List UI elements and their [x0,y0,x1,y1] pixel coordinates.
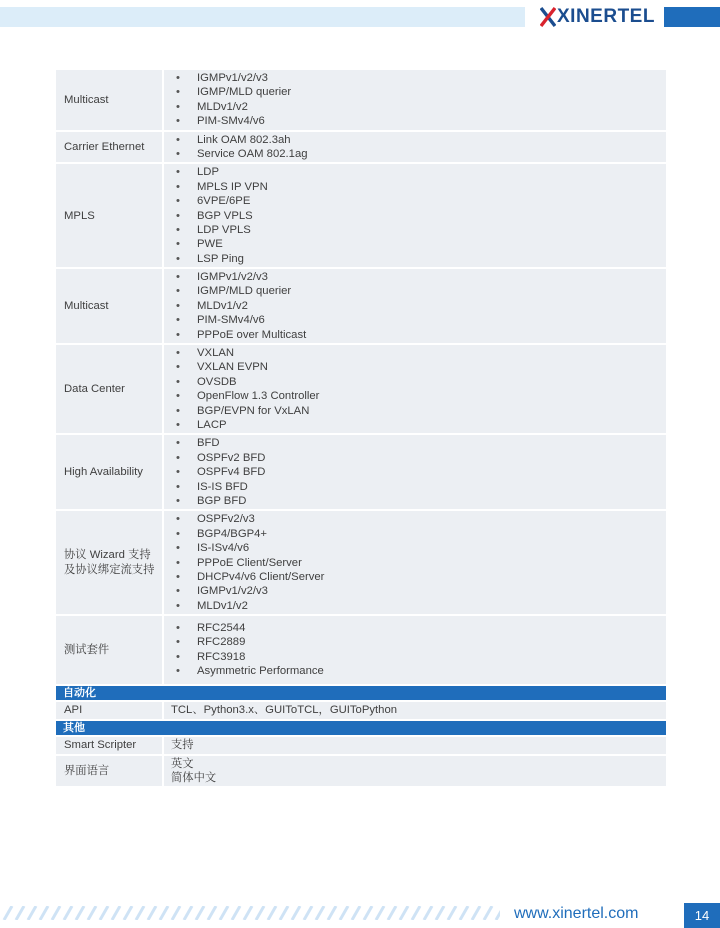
stripe-mark [244,906,252,920]
stripe-mark [100,906,108,920]
row-values [163,434,667,510]
list-item: • OVSDB [176,375,237,388]
stripe-mark [376,906,384,920]
row-label: 测试套件 [55,615,163,685]
stripe-mark [172,906,180,920]
header-band [0,7,525,27]
list-item: • IGMP/MLD querier [176,86,292,99]
table-row [55,69,667,131]
table-row [55,510,667,615]
stripe-mark [88,906,96,920]
row-label: 界面语言 [55,755,163,788]
list-item: • PIM-SMv4/v6 [176,115,265,128]
stripe-mark [52,906,60,920]
stripe-mark [400,906,408,920]
list-item: • RFC2544 [176,622,246,635]
row-values [163,131,667,164]
stripe-mark [436,906,444,920]
list-item: • OSPFv4 BFD [176,466,266,479]
list-item: • RFC3918 [176,650,246,663]
stripe-mark [496,906,500,920]
list-item: • LSP Ping [176,252,244,265]
list-item: • VXLAN [176,347,235,360]
stripe-mark [232,906,240,920]
spec-table [54,68,668,788]
stripe-mark [220,906,228,920]
stripe-mark [316,906,324,920]
row-value: 英文 简体中文 [163,755,667,788]
list-item: • DHCPv4/v6 Client/Server [176,570,325,583]
list-item: • 6VPE/6PE [176,195,251,208]
logo-x-icon [540,6,556,28]
table-row [55,701,667,720]
table-row [55,131,667,164]
table-row [55,163,667,268]
table-row [55,755,667,788]
row-label: Multicast [55,268,163,344]
list-item: • LDP [176,166,219,179]
stripe-mark [208,906,216,920]
list-item: • IGMPv1/v2/v3 [176,271,268,284]
list-item: • IS-ISv4/v6 [176,542,250,555]
stripe-mark [364,906,372,920]
list-item: • PPPoE Client/Server [176,556,302,569]
row-label: 协议 Wizard 支持 及协议绑定流支持 [55,510,163,615]
list-item: • BGP/EVPN for VxLAN [176,404,310,417]
list-item: • IGMPv1/v2/v3 [176,585,268,598]
stripe-mark [460,906,468,920]
row-values [163,268,667,344]
stripe-mark [148,906,156,920]
stripe-mark [472,906,480,920]
stripe-mark [136,906,144,920]
list-item: • LDP VPLS [176,223,251,236]
stripe-mark [304,906,312,920]
section-header-other [55,720,667,736]
list-item: • OSPFv2/v3 [176,513,255,526]
stripe-mark [388,906,396,920]
stripe-mark [76,906,84,920]
stripe-mark [340,906,348,920]
list-item: • Asymmetric Performance [176,665,324,678]
stripe-mark [448,906,456,920]
brand-name: XINERTEL [557,6,655,27]
list-item: • PPPoE over Multicast [176,328,307,341]
row-value: 支持 [163,736,667,755]
list-item: • MPLS IP VPN [176,180,268,193]
table-row [55,268,667,344]
website-link[interactable]: www.xinertel.com [514,905,639,922]
list-item: • IS-IS BFD [176,480,248,493]
row-label: Multicast [55,69,163,131]
row-values [163,69,667,131]
stripe-mark [256,906,264,920]
row-values [163,510,667,615]
stripe-mark [160,906,168,920]
section-title: 自动化 [55,685,667,701]
stripe-mark [16,906,24,920]
stripe-mark [484,906,492,920]
stripe-mark [412,906,420,920]
row-label: Smart Scripter [55,736,163,755]
list-item: • PWE [176,238,223,251]
row-values [163,615,667,685]
page-number: 14 [684,903,720,928]
list-item: • VXLAN EVPN [176,361,268,374]
row-label: Carrier Ethernet [55,131,163,164]
list-item: • BGP BFD [176,494,247,507]
row-label: High Availability [55,434,163,510]
list-item: • OSPFv2 BFD [176,451,266,464]
row-values [163,344,667,434]
table-row [55,615,667,685]
section-title: 其他 [55,720,667,736]
list-item: • MLDv1/v2 [176,299,248,312]
list-item: • BFD [176,437,220,450]
table-row [55,434,667,510]
list-item: • OpenFlow 1.3 Controller [176,390,320,403]
list-item: • PIM-SMv4/v6 [176,314,265,327]
stripe-mark [4,906,12,920]
table-row [55,344,667,434]
stripe-mark [268,906,276,920]
stripe-mark [328,906,336,920]
list-item: • Link OAM 802.3ah [176,133,291,146]
list-item: • IGMP/MLD querier [176,285,292,298]
list-item: • IGMPv1/v2/v3 [176,72,268,84]
row-label: Data Center [55,344,163,434]
row-label: MPLS [55,163,163,268]
brand-logo [540,4,655,30]
list-item: • BGP4/BGP4+ [176,527,268,540]
header-accent-block [664,7,720,27]
stripe-mark [184,906,192,920]
stripe-mark [112,906,120,920]
stripe-mark [280,906,288,920]
list-item: • MLDv1/v2 [176,599,248,612]
list-item: • LACP [176,418,227,431]
stripe-mark [124,906,132,920]
list-item: • BGP VPLS [176,209,253,222]
footer-stripes [0,906,500,920]
row-values [163,163,667,268]
list-item: • MLDv1/v2 [176,100,248,113]
row-label: API [55,701,163,720]
section-header-automation [55,685,667,701]
list-item: • RFC2889 [176,636,246,649]
stripe-mark [28,906,36,920]
row-value: TCL、Python3.x、GUIToTCL，GUIToPython [163,701,667,720]
table-row [55,736,667,755]
stripe-mark [352,906,360,920]
stripe-mark [424,906,432,920]
stripe-mark [64,906,72,920]
stripe-mark [196,906,204,920]
stripe-mark [292,906,300,920]
stripe-mark [40,906,48,920]
list-item: • Service OAM 802.1ag [176,147,308,160]
